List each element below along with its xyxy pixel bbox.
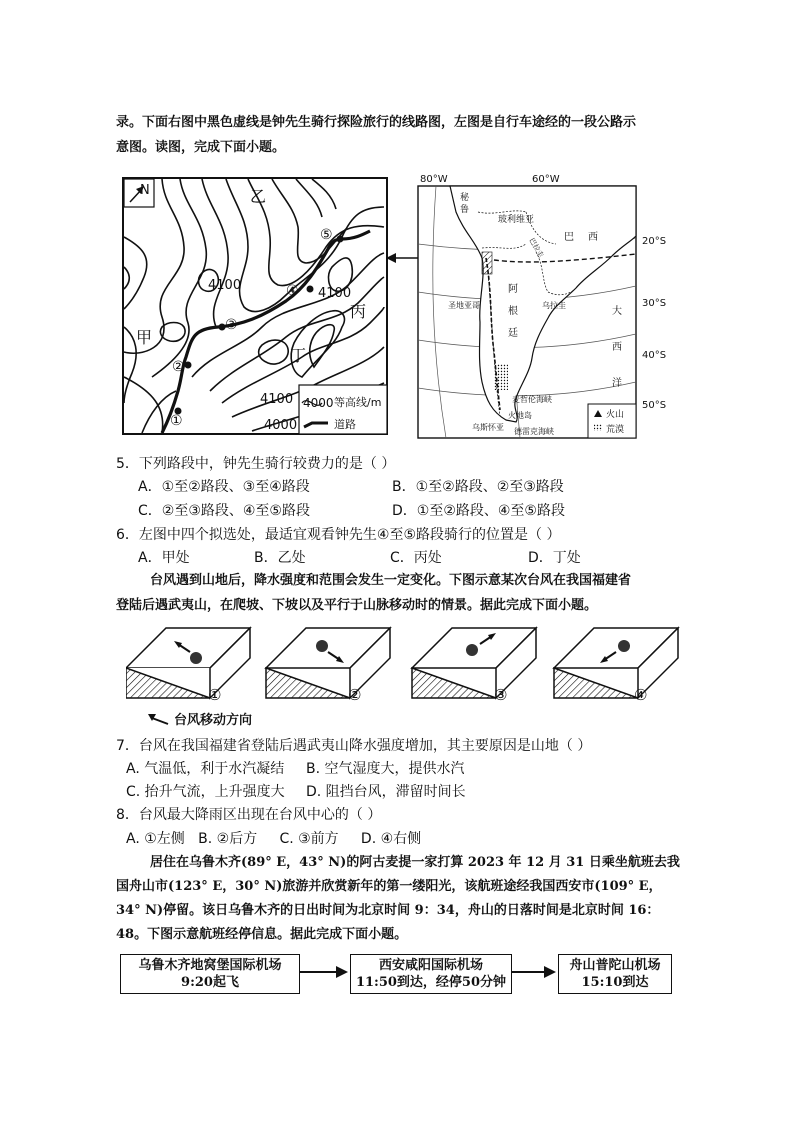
q7-option-a[interactable]: A. 气温低，利于水汽凝结 xyxy=(126,761,285,777)
flow-arrow-2 xyxy=(512,964,556,980)
point-2: ② xyxy=(172,359,185,375)
ushuaia: 乌斯怀亚 xyxy=(472,423,504,432)
xian-stopover: 11:50到达，经停50分钟 xyxy=(355,975,507,990)
question-5-stem: 5．下列路段中，钟先生骑行较费力的是（ ） xyxy=(116,456,396,472)
q5-option-c[interactable]: C．②至③路段、④至⑤路段 xyxy=(138,503,310,519)
tierra-del-fuego: 火地岛 xyxy=(508,411,532,420)
intro-1-line-1: 录。下面右图中黑色虚线是钟先生骑行探险旅行的线路图，左图是自行车途经的一段公路示 xyxy=(116,115,637,130)
flight-box-zhoushan xyxy=(558,954,672,994)
typhoon-label-2: ② xyxy=(348,686,362,704)
brazil-1: 巴 xyxy=(564,232,574,243)
typhoon-center-1 xyxy=(190,652,202,664)
label-bing: 丙 xyxy=(350,302,367,321)
intro-2-line-2: 登陆后遇武夷山，在爬坡、下坡以及平行于山脉移动时的情景。据此完成下面小题。 xyxy=(116,598,598,613)
lat-20s: 20°S xyxy=(642,236,667,247)
typhoon-label-1: ① xyxy=(208,686,222,704)
q6-option-d[interactable]: D．丁处 xyxy=(528,550,581,566)
xian-airport: 西安咸阳国际机场 xyxy=(378,958,483,973)
q8-options[interactable]: A. ①左侧 B. ②后方 C. ③前方 D. ④右侧 xyxy=(126,831,422,847)
bolivia: 玻利维亚 xyxy=(498,215,535,225)
q7-option-b[interactable]: B. 空气湿度大，提供水汽 xyxy=(306,761,465,777)
typhoon-center-4 xyxy=(618,640,630,652)
label-jia: 甲 xyxy=(136,328,153,347)
typhoon-label-4: ④ xyxy=(634,686,648,704)
q5-option-a[interactable]: A．①至②路段、③至④路段 xyxy=(138,479,310,495)
question-5 xyxy=(116,453,716,473)
legend-contour-number: 4000 xyxy=(303,396,334,410)
legend-road-text: 道路 xyxy=(334,418,356,431)
typhoon-center-2 xyxy=(316,640,328,652)
q5-option-b[interactable]: B．①至②路段、②至③路段 xyxy=(392,479,564,495)
typhoon-direction-legend xyxy=(148,712,252,728)
question-8-stem: 8．台风最大降雨区出现在台风中心的（ ） xyxy=(116,807,382,823)
intro-3-line-2: 国舟山市(123° E，30° N)旅游并欣赏新年的第一缕阳光，该航班途经我国西安市(109° E， xyxy=(116,879,662,894)
north-label: N xyxy=(140,183,150,198)
argentina-1: 阿 xyxy=(508,284,518,295)
peru-2: 鲁 xyxy=(460,205,470,215)
argentina-3: 廷 xyxy=(508,328,518,339)
q7-option-d[interactable]: D. 阻挡台风，滞留时间长 xyxy=(306,784,466,800)
flow-arrow-1 xyxy=(300,964,348,980)
south-america-legend xyxy=(588,404,636,438)
intro-3-line-3: 34° N)停留。该日乌鲁木齐的日出时间为北京时间 9：34，舟山的日落时间是北京时间 16： xyxy=(116,903,660,918)
typhoon-block-2 xyxy=(266,628,390,698)
typhoon-legend-text: 台风移动方向 xyxy=(174,713,253,728)
peru-1: 秘 xyxy=(460,193,470,203)
paraguay: 巴拉圭 xyxy=(527,236,545,259)
q6-option-a[interactable]: A．甲处 xyxy=(138,550,190,566)
typhoon-center-3 xyxy=(466,644,478,656)
point-3: ③ xyxy=(225,317,238,333)
brazil-2: 西 xyxy=(588,232,598,243)
magellan-strait: 麦哲伦海峡 xyxy=(512,395,552,404)
point-4: ④ xyxy=(286,283,299,299)
intro-3-line-1: 居住在乌鲁木齐(89° E，43° N)的阿古麦提一家打算 2023 年 12 月 31 日乘坐航班去我 xyxy=(150,855,680,870)
zhoushan-airport: 舟山普陀山机场 xyxy=(569,958,661,973)
legend-volcano: 火山 xyxy=(606,410,625,420)
typhoon-block-1 xyxy=(126,628,250,698)
lat-50s: 50°S xyxy=(642,400,667,411)
lon-80w: 80°W xyxy=(420,174,448,185)
legend-contour-text: 等高线/m xyxy=(334,396,382,409)
contour-map-legend xyxy=(299,385,387,434)
point-1: ① xyxy=(170,413,183,429)
lon-60w: 60°W xyxy=(532,174,560,185)
typhoon-label-3: ③ xyxy=(494,686,508,704)
intro-paragraph-1 xyxy=(116,110,706,160)
contour-label-4: 4000 xyxy=(264,418,298,433)
typhoon-block-3 xyxy=(412,628,536,698)
label-ding: 丁 xyxy=(290,346,307,365)
contour-label-2: 4100 xyxy=(318,286,352,301)
intro-paragraph-2 xyxy=(150,568,710,593)
urumqi-departure: 9:20起飞 xyxy=(181,975,239,990)
question-6-stem: 6．左图中四个拟选处，最适宜观看钟先生④至⑤路段骑行的位置是（ ） xyxy=(116,527,561,543)
legend-desert: 荒漠 xyxy=(606,425,625,435)
atlantic-2: 西 xyxy=(612,342,622,353)
typhoon-figure xyxy=(126,624,686,728)
lat-30s: 30°S xyxy=(642,298,667,309)
lat-40s: 40°S xyxy=(642,350,667,361)
q7-option-c[interactable]: C. 抬升气流，上升强度大 xyxy=(126,784,285,800)
zhoushan-arrival: 15:10到达 xyxy=(581,975,649,990)
atlantic-3: 洋 xyxy=(612,378,622,389)
atlantic-1: 大 xyxy=(612,306,622,317)
typhoon-block-4 xyxy=(554,628,678,698)
contour-label-1: 4100 xyxy=(208,278,242,293)
flight-box-urumqi xyxy=(120,954,300,994)
q6-option-c[interactable]: C．丙处 xyxy=(390,550,442,566)
point-5: ⑤ xyxy=(320,227,333,243)
question-7-stem: 7．台风在我国福建省登陆后遇武夷山降水强度增加，其主要原因是山地（ ） xyxy=(116,738,592,754)
intro-3-line-4: 48。下图示意航班经停信息。据此完成下面小题。 xyxy=(116,927,408,942)
uruguay: 乌拉圭 xyxy=(542,301,566,310)
q6-option-b[interactable]: B．乙处 xyxy=(254,550,306,566)
flight-box-xian xyxy=(350,954,512,994)
drake-passage: 德雷克海峡 xyxy=(514,427,554,436)
contour-label-3: 4100 xyxy=(260,392,294,407)
q5-option-d[interactable]: D．①至②路段、④至⑤路段 xyxy=(392,503,565,519)
argentina-2: 根 xyxy=(508,306,518,317)
label-yi: 乙 xyxy=(250,187,267,206)
contour-map xyxy=(122,177,388,435)
urumqi-airport: 乌鲁木齐地窝堡国际机场 xyxy=(138,958,282,973)
intro-2-line-1: 台风遇到山地后，降水强度和范围会发生一定变化。下图示意某次台风在我国福建省 xyxy=(150,573,632,588)
south-america-map xyxy=(416,172,674,440)
intro-1-line-2: 意图。读图，完成下面小题。 xyxy=(116,140,286,155)
santiago: 圣地亚哥 xyxy=(448,301,480,310)
